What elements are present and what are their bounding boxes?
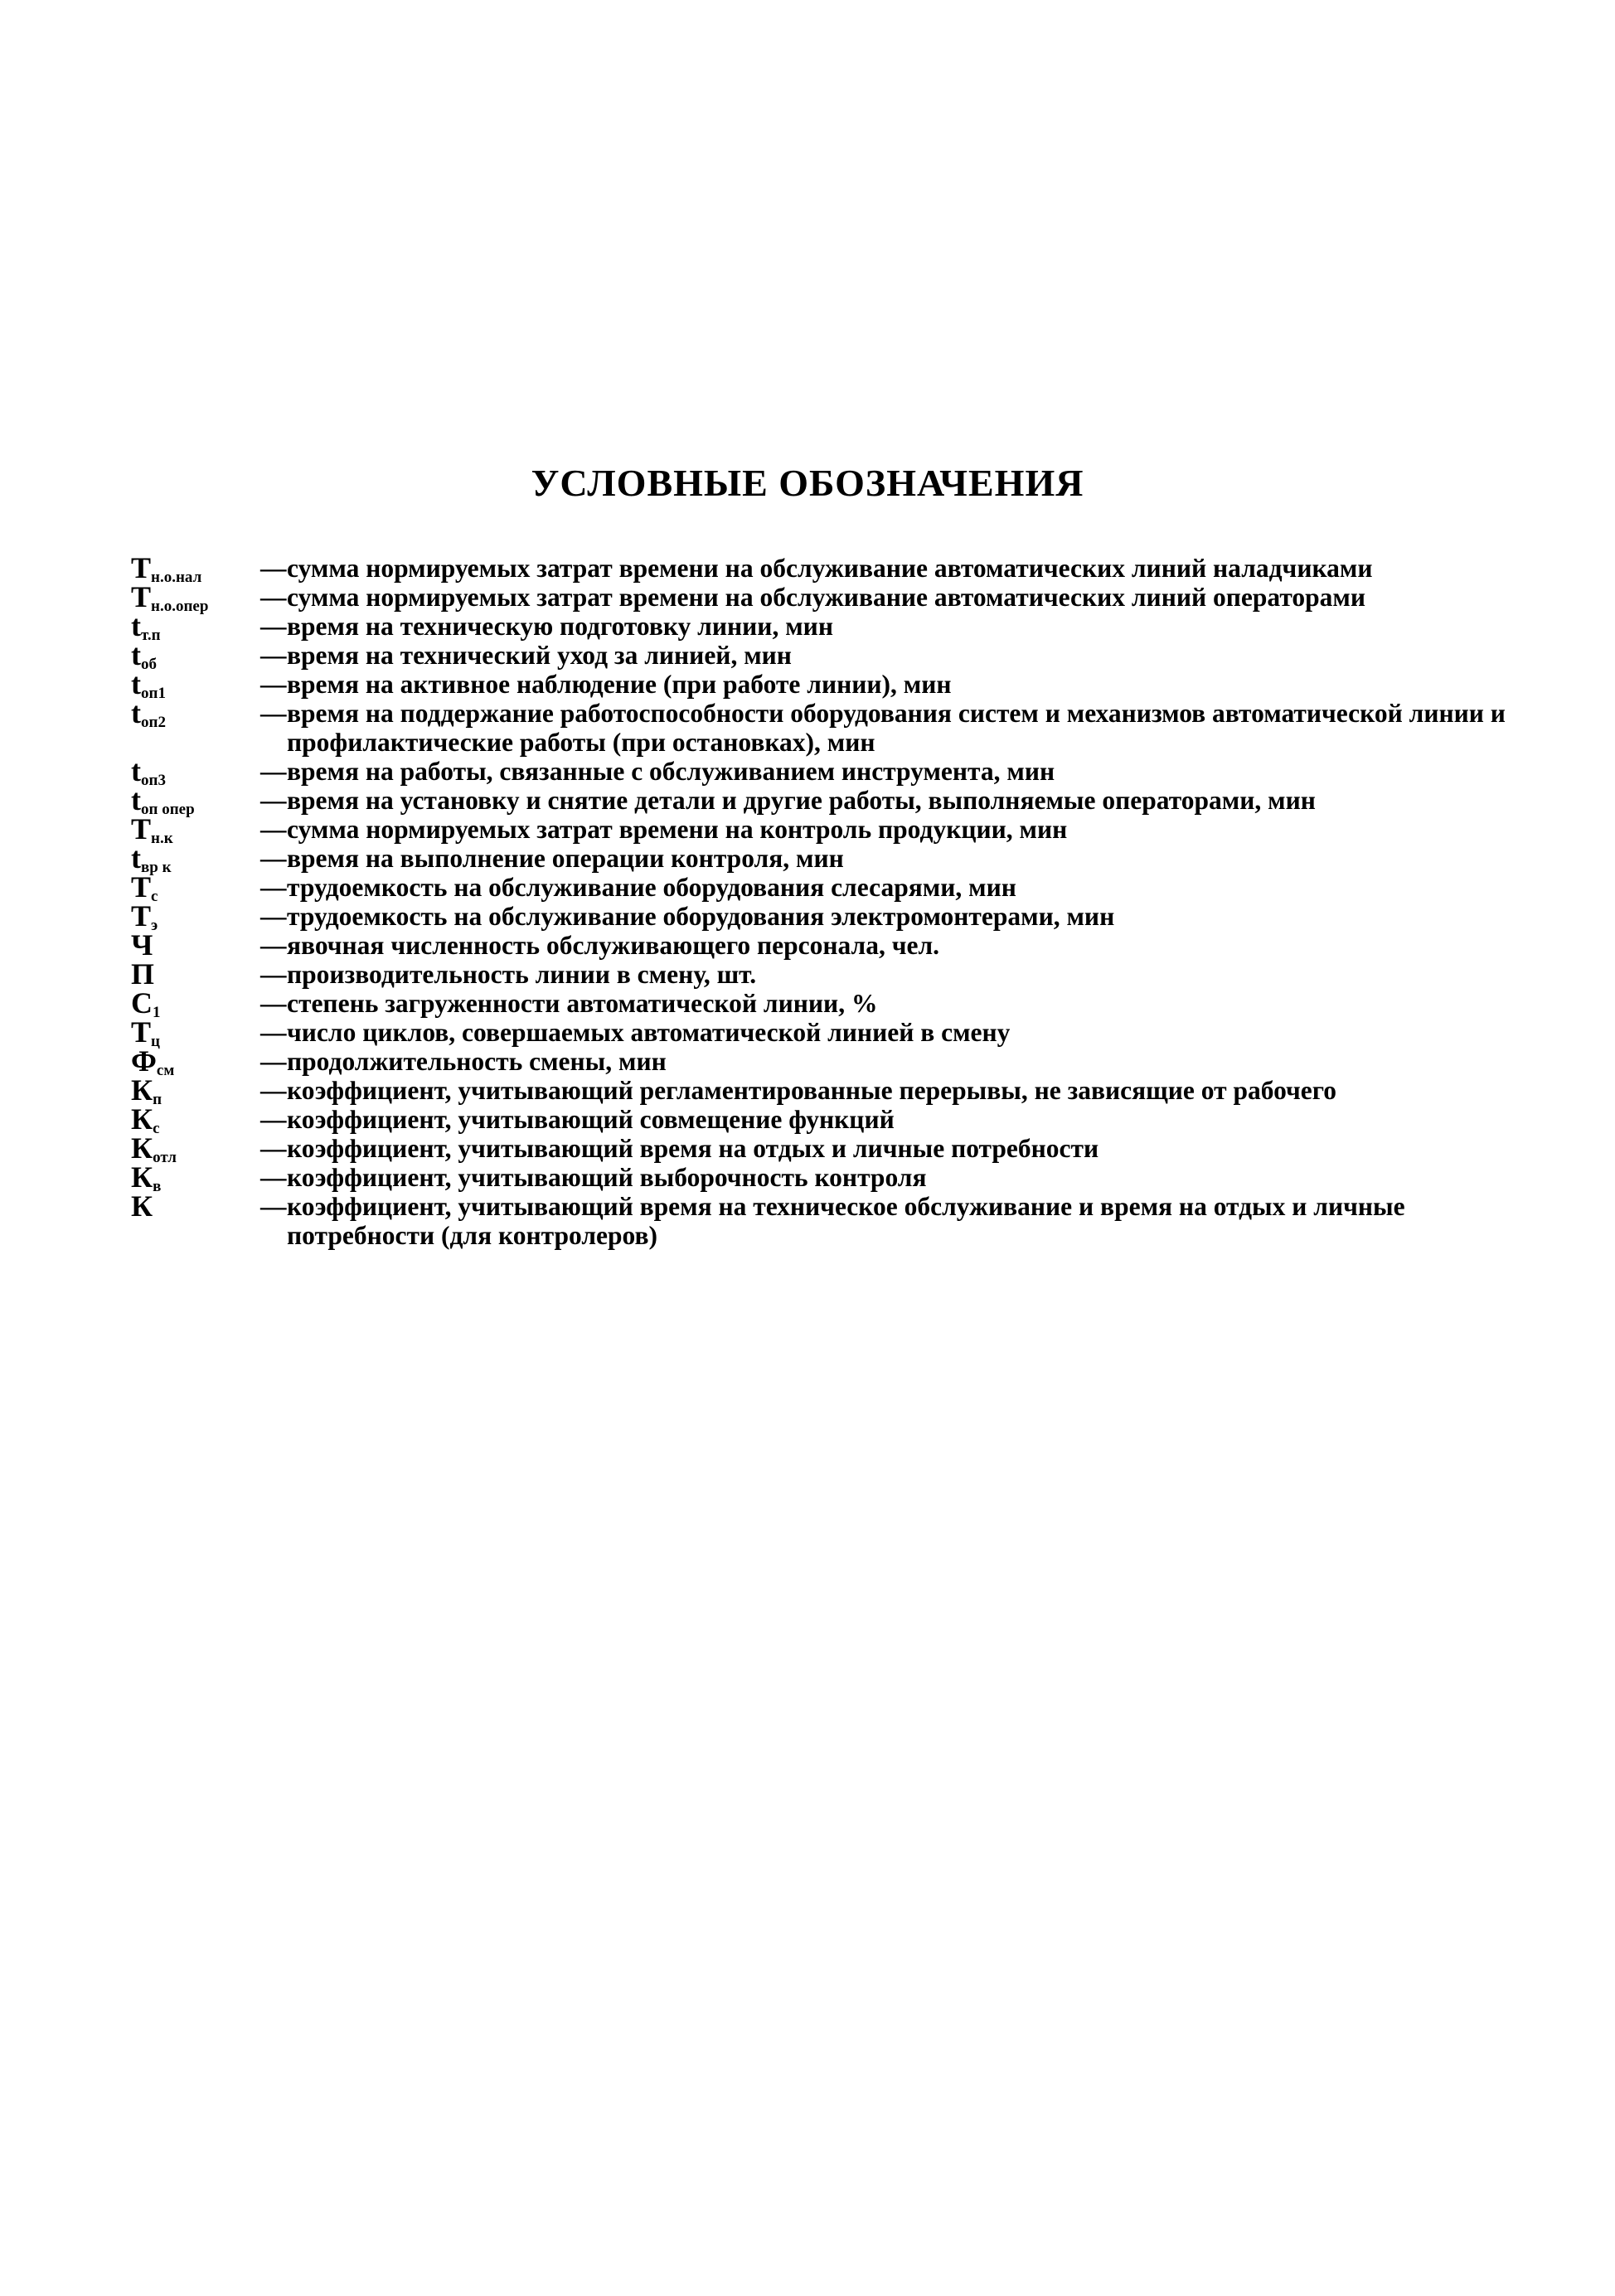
- dash: —: [260, 554, 287, 583]
- definition-text: число циклов, совершаемых автоматической линией в смену: [287, 1018, 1011, 1047]
- symbol-base: Т: [131, 899, 152, 932]
- dash: —: [260, 1192, 287, 1221]
- definition-text: коэффициент, учитывающий совмещение функций: [287, 1105, 895, 1134]
- dash: —: [260, 699, 287, 728]
- legend-row: [131, 986, 1507, 1021]
- legend-row: [131, 580, 1507, 615]
- symbol: [131, 899, 260, 934]
- definition-text: время на активное наблюдение (при работе линии), мин: [287, 670, 952, 699]
- symbol: [131, 667, 260, 702]
- definition: [260, 554, 1507, 583]
- symbol-subscript: э: [151, 917, 158, 934]
- definition: [260, 902, 1507, 931]
- page-title: УСЛОВНЫЕ ОБОЗНАЧЕНИЯ: [531, 462, 1084, 504]
- symbol-base: П: [131, 957, 155, 991]
- symbol: [131, 957, 260, 991]
- symbol: [131, 1189, 260, 1223]
- definition-text: время на установку и снятие детали и другие работы, выполняемые операторами, мин: [287, 786, 1316, 815]
- definition: [260, 1163, 1507, 1192]
- definition-text: время на работы, связанные с обслуживанием инструмента, мин: [287, 757, 1055, 786]
- definition-text: сумма нормируемых затрат времени на обслуживание автоматических линий операторами: [287, 583, 1366, 612]
- symbol-subscript: см: [156, 1062, 175, 1079]
- symbol-base: К: [131, 1131, 153, 1165]
- dash: —: [260, 757, 287, 786]
- legend-row: [131, 1102, 1507, 1137]
- legend-row: [131, 754, 1507, 789]
- definition: [260, 1192, 1507, 1250]
- symbol-subscript: н.о.нал: [151, 569, 202, 586]
- dash: —: [260, 583, 287, 612]
- definition: [260, 641, 1507, 670]
- symbol: [131, 580, 260, 615]
- symbol: [131, 1131, 260, 1166]
- symbol: [131, 1044, 260, 1079]
- definition-text: время на выполнение операции контроля, мин: [287, 844, 844, 873]
- definition-text: сумма нормируемых затрат времени на обслуживание автоматических линий наладчиками: [287, 554, 1373, 583]
- legend-row: [131, 551, 1507, 586]
- symbol-base: t: [131, 841, 141, 874]
- definition-text: время на технический уход за линией, мин: [287, 641, 792, 670]
- definition-text: сумма нормируемых затрат времени на контроль продукции, мин: [287, 815, 1068, 844]
- symbol-base: К: [131, 1073, 153, 1107]
- definition-text: трудоемкость на обслуживание оборудования электромонтерами, мин: [287, 902, 1115, 931]
- dash: —: [260, 1047, 287, 1076]
- dash: —: [260, 989, 287, 1018]
- symbol-subscript: в: [153, 1178, 162, 1195]
- dash: —: [260, 844, 287, 873]
- definition: [260, 670, 1507, 699]
- dash: —: [260, 960, 287, 989]
- symbol-base: К: [131, 1189, 153, 1223]
- symbol: [131, 928, 260, 962]
- legend-row: [131, 1189, 1507, 1250]
- definition-text: время на техническую подготовку линии, мин: [287, 612, 833, 641]
- symbol-subscript: об: [141, 656, 157, 673]
- symbol: [131, 1160, 260, 1195]
- dash: —: [260, 1105, 287, 1134]
- symbol: [131, 1073, 260, 1108]
- symbol: [131, 638, 260, 673]
- symbol-base: t: [131, 609, 141, 642]
- definition: [260, 699, 1507, 757]
- symbols-legend: [131, 551, 1507, 1250]
- legend-row: [131, 928, 1507, 962]
- definition: [260, 960, 1507, 989]
- legend-row: [131, 638, 1507, 673]
- definition-text: коэффициент, учитывающий регламентированные перерывы, не зависящие от рабочего: [287, 1076, 1337, 1105]
- legend-row: [131, 783, 1507, 818]
- symbol: [131, 551, 260, 586]
- symbol-subscript: ц: [151, 1033, 160, 1050]
- symbol: [131, 696, 260, 731]
- symbol-subscript: вр к: [141, 859, 172, 876]
- definition: [260, 583, 1507, 612]
- symbol: [131, 870, 260, 905]
- symbol-base: t: [131, 638, 141, 671]
- definition: [260, 1018, 1507, 1047]
- symbol: [131, 754, 260, 789]
- legend-row: [131, 1015, 1507, 1050]
- definition-text: время на поддержание работоспособности оборудования систем и механизмов автоматической линии и профилактические работы (при остановках), мин: [287, 699, 1506, 757]
- symbol-subscript: с: [153, 1120, 160, 1137]
- definition: [260, 757, 1507, 786]
- symbol-subscript: оп3: [141, 772, 166, 789]
- symbol-base: t: [131, 783, 141, 816]
- symbol-base: Т: [131, 580, 152, 613]
- symbol-subscript: н.к: [151, 830, 173, 847]
- symbol: [131, 1015, 260, 1050]
- definition: [260, 1105, 1507, 1134]
- symbol-subscript: 1: [153, 1004, 161, 1021]
- definition: [260, 931, 1507, 960]
- symbol-subscript: отл: [153, 1149, 177, 1166]
- definition-text: коэффициент, учитывающий выборочность контроля: [287, 1163, 927, 1192]
- symbol-base: t: [131, 667, 141, 700]
- legend-row: [131, 667, 1507, 702]
- legend-row: [131, 609, 1507, 644]
- symbol-subscript: п: [153, 1091, 162, 1108]
- legend-row: [131, 870, 1507, 905]
- definition-text: коэффициент, учитывающий время на отдых и личные потребности: [287, 1134, 1099, 1163]
- symbol-subscript: н.о.опер: [151, 598, 209, 615]
- definition: [260, 815, 1507, 844]
- symbol: [131, 783, 260, 818]
- dash: —: [260, 931, 287, 960]
- dash: —: [260, 786, 287, 815]
- symbol-base: К: [131, 1160, 153, 1194]
- definition-text: степень загруженности автоматической линии, %: [287, 989, 878, 1018]
- symbol: [131, 812, 260, 847]
- symbol-base: Т: [131, 1015, 152, 1049]
- dash: —: [260, 815, 287, 844]
- symbol-subscript: оп опер: [141, 801, 195, 818]
- symbol-base: Т: [131, 551, 152, 584]
- legend-row: [131, 841, 1507, 876]
- symbol-base: Ч: [131, 928, 153, 962]
- legend-row: [131, 1044, 1507, 1079]
- dash: —: [260, 1163, 287, 1192]
- symbol-subscript: оп1: [141, 685, 166, 702]
- definition-text: производительность линии в смену, шт.: [287, 960, 757, 989]
- definition: [260, 1134, 1507, 1163]
- symbol-subscript: оп2: [141, 714, 166, 731]
- definition: [260, 844, 1507, 873]
- definition: [260, 989, 1507, 1018]
- symbol-base: Т: [131, 870, 152, 903]
- dash: —: [260, 873, 287, 902]
- legend-row: [131, 899, 1507, 934]
- symbol-base: К: [131, 1102, 153, 1136]
- dash: —: [260, 1076, 287, 1105]
- symbol-subscript: т.п: [141, 627, 161, 644]
- dash: —: [260, 1018, 287, 1047]
- legend-row: [131, 957, 1507, 991]
- dash: —: [260, 670, 287, 699]
- legend-row: [131, 696, 1507, 757]
- symbol-base: С: [131, 986, 153, 1020]
- symbol: [131, 841, 260, 876]
- dash: —: [260, 1134, 287, 1163]
- symbol-base: t: [131, 696, 141, 729]
- definition-text: явочная численность обслуживающего персонала, чел.: [287, 931, 939, 960]
- dash: —: [260, 641, 287, 670]
- definition-text: трудоемкость на обслуживание оборудования слесарями, мин: [287, 873, 1016, 902]
- legend-row: [131, 812, 1507, 847]
- symbol-base: t: [131, 754, 141, 787]
- dash: —: [260, 902, 287, 931]
- definition-text: продолжительность смены, мин: [287, 1047, 667, 1076]
- symbol-base: Т: [131, 812, 152, 845]
- symbol-base: Ф: [131, 1044, 157, 1078]
- definition-text: коэффициент, учитывающий время на техническое обслуживание и время на отдых и личные потребности (для контролеров): [287, 1192, 1405, 1250]
- symbol-subscript: с: [151, 888, 158, 905]
- legend-row: [131, 1160, 1507, 1195]
- legend-row: [131, 1073, 1507, 1108]
- dash: —: [260, 612, 287, 641]
- definition: [260, 1047, 1507, 1076]
- symbol: [131, 986, 260, 1021]
- definition: [260, 1076, 1507, 1105]
- definition: [260, 786, 1507, 815]
- definition: [260, 873, 1507, 902]
- legend-row: [131, 1131, 1507, 1166]
- symbol: [131, 609, 260, 644]
- definition: [260, 612, 1507, 641]
- symbol: [131, 1102, 260, 1137]
